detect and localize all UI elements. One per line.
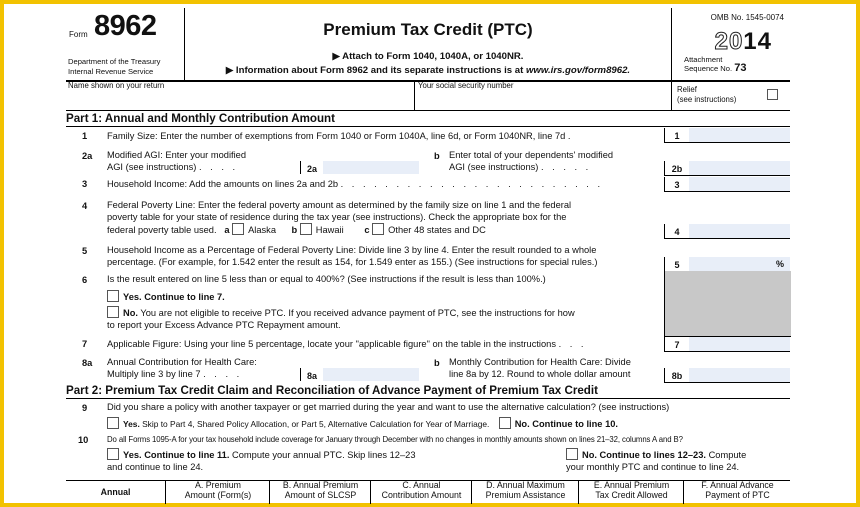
- line2a-input[interactable]: [323, 161, 419, 174]
- line3-box-label: 3: [664, 177, 689, 192]
- line5-box-label: 5: [664, 257, 689, 272]
- line-number: 8a: [82, 358, 93, 368]
- line7-box-label: 7: [664, 337, 689, 352]
- line-letter: b: [434, 151, 440, 161]
- attachment-sequence: Attachment Sequence No. 73: [684, 55, 747, 74]
- line1-box-label: 1: [664, 128, 689, 143]
- line9-text: Did you share a policy with another taxpayer or get married during the year and want to use the alternative calculation? (see instructions) Yes. Skip to Part 4, Shared Policy Allocation, or Part 5, Alternative Calculation for Year of Marriage. No. Continue to line 10.: [107, 402, 670, 429]
- line3-input[interactable]: [689, 177, 790, 192]
- line-number: 1: [82, 131, 88, 141]
- line-number: 6: [82, 275, 88, 285]
- line8b-text: Monthly Contribution for Health Care: Divide line 8a by 12. Round to whole dollar amount: [449, 357, 631, 379]
- line8a-box-label: 8a: [300, 368, 323, 381]
- line8b-box-label: 8b: [664, 368, 689, 383]
- line5-input[interactable]: [689, 257, 790, 272]
- line10-yes-checkbox[interactable]: [107, 448, 119, 460]
- line6-no-checkbox[interactable]: [107, 306, 119, 318]
- percent-sign: %: [775, 259, 784, 269]
- part2-heading: Part 2: Premium Tax Credit Claim and Reconciliation of Advance Payment of Premium Tax Credit: [66, 383, 790, 399]
- line-number: 2a: [82, 151, 93, 161]
- line1-input[interactable]: [689, 128, 790, 143]
- line6-yes-checkbox[interactable]: [107, 290, 119, 302]
- col-e-ptc-allowed: E. Annual Premium Tax Credit Allowed: [578, 481, 684, 504]
- col-b-slcsp: B. Annual Premium Amount of SLCSP: [269, 481, 371, 504]
- line4-box-label: 4: [664, 224, 689, 239]
- line-letter: b: [434, 358, 440, 368]
- hawaii-checkbox[interactable]: [300, 223, 312, 235]
- alaska-checkbox[interactable]: [232, 223, 244, 235]
- form-id-block: [66, 8, 185, 80]
- line10-text: Do all Forms 1095-A for your tax household include coverage for January through December with no changes in monthly amounts shown on lines 21–32, columns A and B?: [107, 435, 683, 444]
- line-number: 9: [82, 403, 88, 413]
- info-url[interactable]: www.irs.gov/form8962.: [525, 65, 631, 76]
- form-header: [66, 8, 790, 82]
- line8b-input[interactable]: [689, 368, 790, 383]
- line4-text: Federal Poverty Line: Enter the federal poverty amount as determined by the family size on line 1 and the federal poverty table for your state of residence during the tax year (see instructions). Check the appropriate box for the federal poverty table used. a Alaska b Hawaii c Other 48 states and DC: [107, 200, 572, 235]
- form-title: Premium Tax Credit (PTC): [323, 20, 533, 39]
- line-number: 4: [82, 201, 88, 211]
- tax-year: 2014: [714, 28, 772, 55]
- form-8962: [66, 8, 790, 503]
- line2b-text: Enter total of your dependents' modified AGI (see instructions) . . . . .: [449, 150, 614, 172]
- line3-text: Household Income: Add the amounts on lines 2a and 2b . . . . . . . . . . . . . . . . . . . . . . . .: [107, 179, 604, 189]
- line6-text: Is the result entered on line 5 less than or equal to 400%? (See instructions if the result is less than 100%.) Yes. Continue to line 7. No. You are not eligible to receive PTC. If you received advance payment of PTC, see the instructions for how to report your Excess Advance PTC Repayment amount.: [107, 274, 575, 330]
- line9-yes-checkbox[interactable]: [107, 417, 119, 429]
- other-48-states-checkbox[interactable]: [372, 223, 384, 235]
- line7-text: Applicable Figure: Using your line 5 percentage, locate your "applicable figure" on the table in the instructions . . .: [107, 339, 587, 349]
- col-f-advance-payment: F. Annual Advance Payment of PTC: [683, 481, 791, 504]
- col-annual: Annual: [100, 487, 131, 497]
- omb-block: [671, 8, 790, 80]
- line-number: 3: [82, 179, 88, 189]
- annual-calculation-table-header: [66, 480, 790, 504]
- department: Department of the Treasury Internal Revenue Service: [68, 57, 161, 76]
- form-number: 8962: [94, 10, 157, 42]
- taxpayer-id-row: [66, 80, 790, 111]
- line1-text: Family Size: Enter the number of exemptions from Form 1040 or Form 1040A, line 6d, or Form 1040NR, line 7d .: [107, 131, 574, 141]
- line2b-input[interactable]: [689, 161, 790, 176]
- col-c-contribution: C. Annual Contribution Amount: [370, 481, 472, 504]
- part1-heading: Part 1: Annual and Monthly Contribution Amount: [66, 111, 790, 127]
- line2b-box-label: 2b: [664, 161, 689, 176]
- line10-no-checkbox[interactable]: [566, 448, 578, 460]
- omb-number: OMB No. 1545-0074: [710, 13, 784, 22]
- line-number: 5: [82, 246, 88, 256]
- line7-input[interactable]: [689, 337, 790, 352]
- line4-input[interactable]: [689, 224, 790, 239]
- line2a-box-label: 2a: [300, 161, 323, 174]
- line-number: 7: [82, 339, 88, 349]
- line9-no-checkbox[interactable]: [499, 417, 511, 429]
- ssn-field[interactable]: Your social security number: [414, 80, 673, 110]
- relief-checkbox[interactable]: [767, 89, 778, 100]
- relief-field: Relief (see instructions): [671, 80, 790, 110]
- line10-yes: Yes. Continue to line 11. Compute your annual PTC. Skip lines 12–23 and continue to line 24.: [107, 450, 416, 472]
- name-field-label: Name shown on your return: [68, 81, 165, 90]
- line-number: 10: [78, 435, 89, 445]
- line10-no: No. Continue to lines 12–23. Compute your monthly PTC and continue to line 24.: [566, 450, 747, 472]
- line8a-input[interactable]: [323, 368, 419, 381]
- line8a-text: Annual Contribution for Health Care: Multiply line 3 by line 7 . . . .: [107, 357, 257, 379]
- line2a-text: Modified AGI: Enter your modified AGI (see instructions) . . . .: [107, 150, 247, 172]
- attach-instruction: ▶ Attach to Form 1040, 1040A, or 1040NR.: [332, 51, 524, 62]
- form-word: Form: [69, 30, 88, 39]
- line5-text: Household Income as a Percentage of Federal Poverty Line: Divide line 3 by line 4. Enter the result rounded to a whole percentage. (For example, for 1.542 enter the result as 154, for 1.549 enter as 155.) (See instructions for special rules.): [107, 245, 598, 267]
- shaded-area: [664, 271, 791, 337]
- col-a-premium: A. Premium Amount (Form(s): [165, 481, 270, 504]
- col-d-max-assistance: D. Annual Maximum Premium Assistance: [471, 481, 579, 504]
- info-instruction: ▶ Information about Form 8962 and its separate instructions is at www.irs.gov/form8962.: [225, 65, 631, 76]
